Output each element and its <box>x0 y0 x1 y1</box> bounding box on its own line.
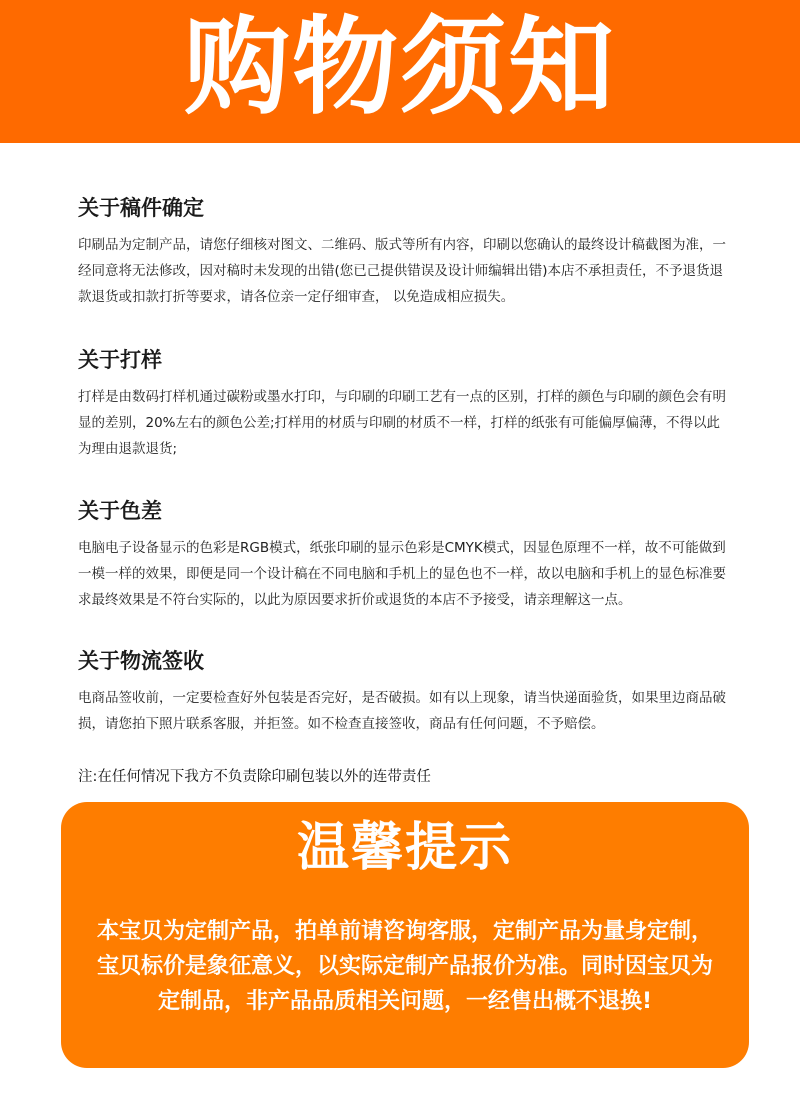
section-heading: 关于色差 <box>78 499 162 523</box>
warm-tip-body: 本宝贝为定制产品，拍单前请咨询客服，定制产品为量身定制，宝贝标价是象征意义，以实际定制产品报价为准。同时因宝贝为定制品，非产品品质相关问题，一经售出概不退换! <box>96 919 713 1014</box>
page-title: 购物须知 <box>184 5 616 129</box>
warm-tip-box <box>61 802 749 1068</box>
section-heading: 关于物流签收 <box>78 649 204 673</box>
liability-note: 注:在任何情况下我方不负责除印刷包装以外的连带责任 <box>78 769 431 785</box>
section-logistics-signing <box>78 651 728 737</box>
section-body: 打样是由数码打样机通过碳粉或墨水打印，与印刷的印刷工艺有一点的区别，打样的颜色与印刷的颜色会有明显的差别，20%左右的颜色公差;打样用的材质与印刷的材质不一样，打样的纸张有可能偏厚偏薄，不得以此为理由退款退货; <box>78 389 726 457</box>
section-color-difference <box>78 501 728 613</box>
warm-tip-title: 温馨提示 <box>296 818 513 878</box>
section-body: 电脑电子设备显示的色彩是RGB模式，纸张印刷的显示色彩是CMYK模式，因显色原理不一样，故不可能做到一模一样的效果，即便是同一个设计稿在不同电脑和手机上的显色也不一样，故以电脑和手机上的显色标准要求最终效果是不符台实际的，以此为原因要求折价或退货的本店不予接受，请亲理解这一点。 <box>78 540 726 608</box>
section-heading: 关于打样 <box>78 348 162 372</box>
section-heading: 关于稿件确定 <box>78 196 204 220</box>
section-manuscript-confirmation <box>78 198 728 310</box>
section-body: 印刷品为定制产品，请您仔细核对图文、二维码、版式等所有内容，印刷以您确认的最终设计稿截图为准，一经同意将无法修改，因对稿时未发现的出错(您已己提供错误及设计师编辑出错)本店不承担责任，不予退货退款退货或扣款打折等要求，请各位亲一定仔细审查， 以免造成相应损失。 <box>78 237 726 305</box>
section-proofing <box>78 350 728 462</box>
header-banner <box>0 0 800 143</box>
section-body: 电商品签收前，一定要检查好外包装是否完好，是否破损。如有以上现象，请当快递面验货，如果里边商品破损，请您拍下照片联系客服，并拒签。如不检查直接签收，商品有任何问题，不予赔偿。 <box>78 690 726 732</box>
